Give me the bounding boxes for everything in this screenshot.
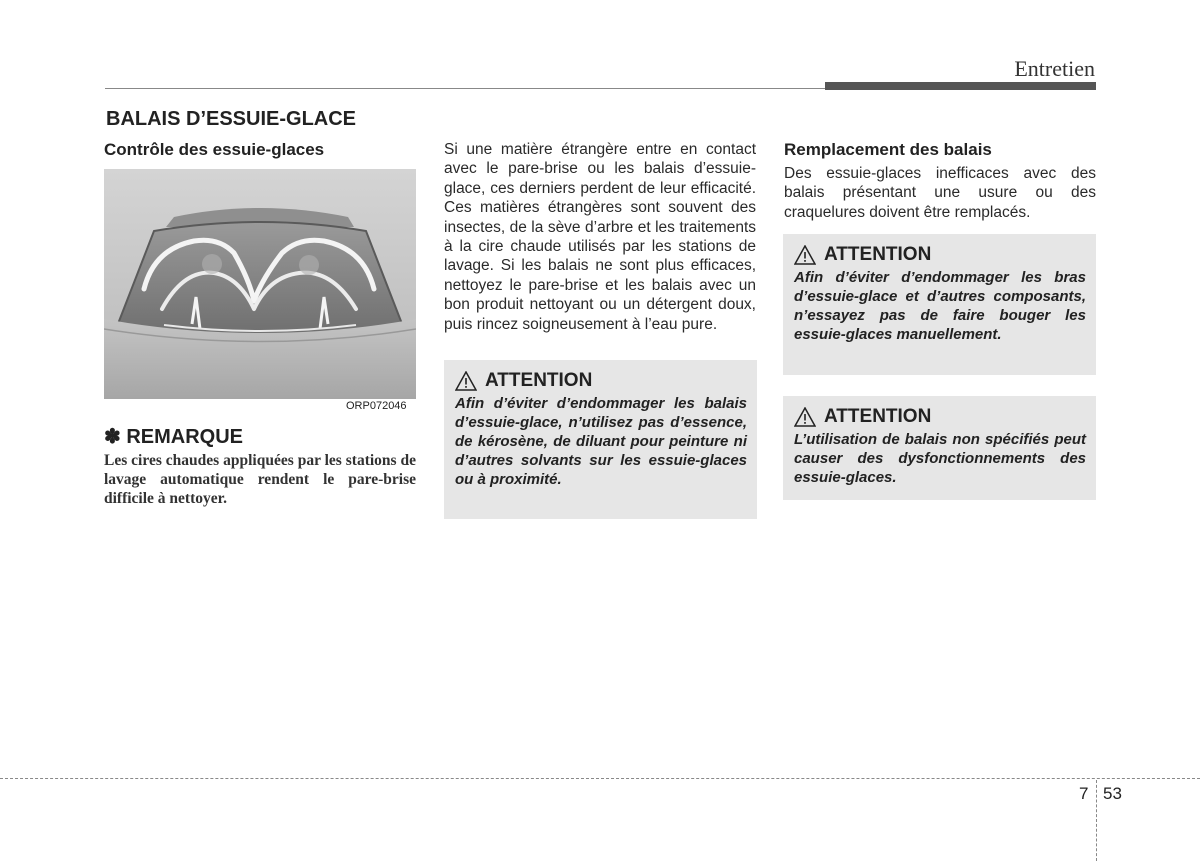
chapter-title: Entretien	[1014, 56, 1095, 81]
chapter-number: 7	[1079, 784, 1089, 803]
page-number: 53	[1103, 784, 1122, 803]
warning-box-manual	[783, 234, 1096, 375]
warning-box-unspecified-blades	[783, 396, 1096, 500]
image-reference-code: ORP072046	[346, 400, 407, 412]
paragraph-foreign-matter: Si une matière étrangère entre en contact avec le pare-brise ou les balais d’essuie-glace, ces derniers perdent de leur efficacité. Ces matières étrangères sont souvent des insectes, de la sève d’arbre et les traitements à la cire chaude utilisés par les stations de lavage. Si les balais ne sont plus efficaces, nettoyez le pare-brise et les balais avec un bon produit nettoyant ou un détergent doux, puis rincez soigneusement à l’eau pure.	[444, 141, 756, 333]
subheading-wiper-check: Contrôle des essuie-glaces	[104, 140, 325, 159]
footer-vertical-divider	[1096, 780, 1097, 861]
subheading-blade-replacement: Remplacement des balais	[784, 140, 992, 159]
header-rule	[105, 88, 825, 89]
warning-title: ATTENTION	[824, 406, 932, 427]
warning-title: ATTENTION	[485, 370, 593, 391]
warning-box-solvents	[444, 360, 757, 519]
remark-title: ✽ REMARQUE	[104, 426, 243, 448]
remark-text: Les cires chaudes appliquées par les stations de lavage automatique rendent le pare-brise difficile à nettoyer.	[104, 452, 416, 507]
header-rule-bar	[825, 82, 1096, 90]
warning-triangle-icon	[455, 371, 477, 391]
paragraph-replacement: Des essuie-glaces inefficaces avec des balais présentant une usure ou des craquelures doivent être remplacés.	[784, 165, 1096, 221]
windshield-illustration	[104, 169, 416, 399]
warning-text: Afin d’éviter d’endommager les bras d’essuie-glace et d’autres composants, n’essayez pas de faire bouger les essuie-glaces manuellement.	[794, 269, 1086, 343]
section-title: BALAIS D’ESSUIE-GLACE	[106, 108, 357, 130]
warning-text: Afin d’éviter d’endommager les balais d’essuie-glace, n’utilisez pas d’essence, de kérosène, de diluant pour peinture ni d’autres solvants sur les essuie-glaces ou à proximité.	[455, 395, 747, 488]
warning-triangle-icon	[794, 407, 816, 427]
warning-title: ATTENTION	[824, 244, 932, 265]
warning-triangle-icon	[794, 245, 816, 265]
footer-divider	[0, 778, 1200, 779]
warning-text: L’utilisation de balais non spécifiés peut causer des dysfonctionnements des essuie-glaces.	[794, 431, 1086, 486]
windshield-photo	[104, 169, 416, 399]
